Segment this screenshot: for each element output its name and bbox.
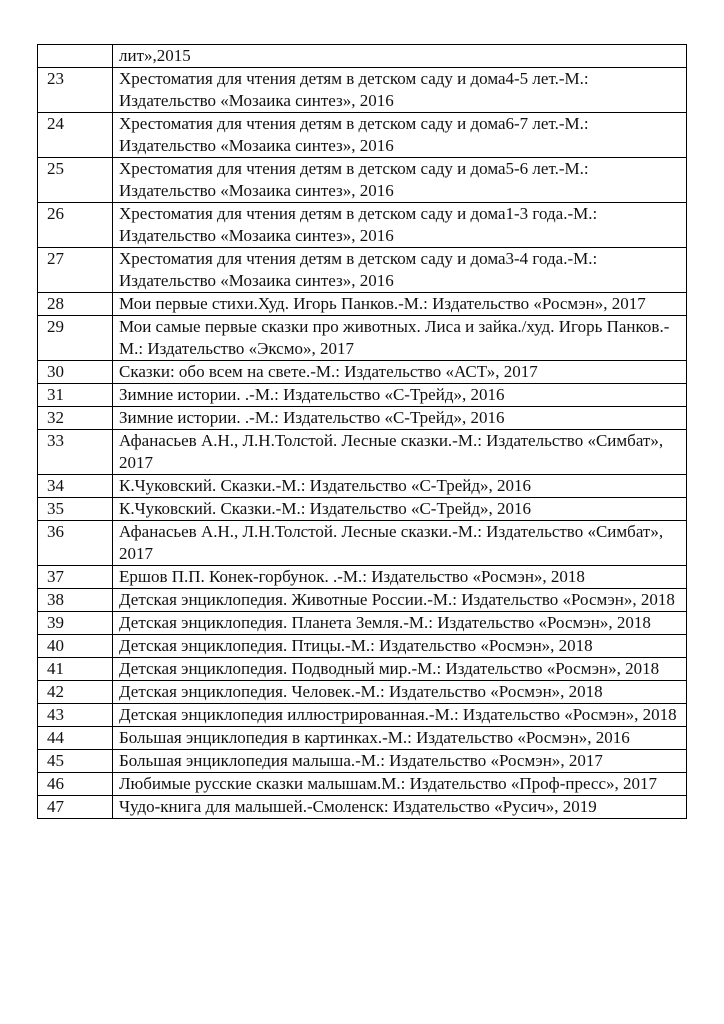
table-row bbox=[38, 361, 687, 384]
book-entry: Детская энциклопедия. Человек.-М.: Издательство «Росмэн», 2018 bbox=[113, 681, 687, 704]
row-number: 26 bbox=[38, 203, 113, 248]
row-number: 41 bbox=[38, 658, 113, 681]
book-entry: Детская энциклопедия. Животные России.-М.: Издательство «Росмэн», 2018 bbox=[113, 589, 687, 612]
book-entry: Детская энциклопедия. Птицы.-М.: Издательство «Росмэн», 2018 bbox=[113, 635, 687, 658]
book-entry: лит»,2015 bbox=[113, 45, 687, 68]
row-number: 34 bbox=[38, 475, 113, 498]
book-entry: Афанасьев А.Н., Л.Н.Толстой. Лесные сказки.-М.: Издательство «Симбат», 2017 bbox=[113, 521, 687, 566]
book-entry: К.Чуковский. Сказки.-М.: Издательство «С-Трейд», 2016 bbox=[113, 475, 687, 498]
table-row bbox=[38, 158, 687, 203]
table-row bbox=[38, 658, 687, 681]
book-entry: Большая энциклопедия в картинках.-М.: Издательство «Росмэн», 2016 bbox=[113, 727, 687, 750]
table-row bbox=[38, 475, 687, 498]
table-row bbox=[38, 113, 687, 158]
table-row bbox=[38, 681, 687, 704]
table-row bbox=[38, 248, 687, 293]
book-entry: Хрестоматия для чтения детям в детском саду и дома3-4 года.-М.: Издательство «Мозаика синтез», 2016 bbox=[113, 248, 687, 293]
row-number: 37 bbox=[38, 566, 113, 589]
book-entry: К.Чуковский. Сказки.-М.: Издательство «С-Трейд», 2016 bbox=[113, 498, 687, 521]
book-entry: Мои самые первые сказки про животных. Лиса и зайка./худ. Игорь Панков.-М.: Издательство «Эксмо», 2017 bbox=[113, 316, 687, 361]
book-entry: Любимые русские сказки малышам.М.: Издательство «Проф-пресс», 2017 bbox=[113, 773, 687, 796]
row-number: 43 bbox=[38, 704, 113, 727]
book-entry: Афанасьев А.Н., Л.Н.Толстой. Лесные сказки.-М.: Издательство «Симбат», 2017 bbox=[113, 430, 687, 475]
table-row bbox=[38, 430, 687, 475]
row-number: 45 bbox=[38, 750, 113, 773]
book-entry: Хрестоматия для чтения детям в детском саду и дома5-6 лет.-М.: Издательство «Мозаика синтез», 2016 bbox=[113, 158, 687, 203]
row-number: 33 bbox=[38, 430, 113, 475]
table-row bbox=[38, 316, 687, 361]
row-number: 24 bbox=[38, 113, 113, 158]
book-entry: Хрестоматия для чтения детям в детском саду и дома1-3 года.-М.: Издательство «Мозаика синтез», 2016 bbox=[113, 203, 687, 248]
table-row bbox=[38, 727, 687, 750]
row-number: 46 bbox=[38, 773, 113, 796]
book-entry: Чудо-книга для малышей.-Смоленск: Издательство «Русич», 2019 bbox=[113, 796, 687, 819]
table-row bbox=[38, 293, 687, 316]
row-number: 23 bbox=[38, 68, 113, 113]
table-row bbox=[38, 773, 687, 796]
row-number: 47 bbox=[38, 796, 113, 819]
row-number: 27 bbox=[38, 248, 113, 293]
row-number: 31 bbox=[38, 384, 113, 407]
row-number: 40 bbox=[38, 635, 113, 658]
table-row bbox=[38, 68, 687, 113]
row-number: 25 bbox=[38, 158, 113, 203]
row-number bbox=[38, 45, 113, 68]
book-entry: Детская энциклопедия. Планета Земля.-М.: Издательство «Росмэн», 2018 bbox=[113, 612, 687, 635]
book-entry: Детская энциклопедия. Подводный мир.-М.: Издательство «Росмэн», 2018 bbox=[113, 658, 687, 681]
table-row bbox=[38, 45, 687, 68]
book-list-table bbox=[37, 44, 687, 819]
table-row bbox=[38, 384, 687, 407]
book-entry: Ершов П.П. Конек-горбунок. .-М.: Издательство «Росмэн», 2018 bbox=[113, 566, 687, 589]
book-entry: Сказки: обо всем на свете.-М.: Издательство «АСТ», 2017 bbox=[113, 361, 687, 384]
table-row bbox=[38, 566, 687, 589]
row-number: 44 bbox=[38, 727, 113, 750]
row-number: 42 bbox=[38, 681, 113, 704]
book-entry: Зимние истории. .-М.: Издательство «С-Трейд», 2016 bbox=[113, 384, 687, 407]
row-number: 29 bbox=[38, 316, 113, 361]
table-row bbox=[38, 796, 687, 819]
table-row bbox=[38, 498, 687, 521]
table-row bbox=[38, 750, 687, 773]
book-entry: Хрестоматия для чтения детям в детском саду и дома6-7 лет.-М.: Издательство «Мозаика синтез», 2016 bbox=[113, 113, 687, 158]
row-number: 28 bbox=[38, 293, 113, 316]
row-number: 39 bbox=[38, 612, 113, 635]
book-entry: Хрестоматия для чтения детям в детском саду и дома4-5 лет.-М.: Издательство «Мозаика синтез», 2016 bbox=[113, 68, 687, 113]
table-row bbox=[38, 203, 687, 248]
book-entry: Детская энциклопедия иллюстрированная.-М.: Издательство «Росмэн», 2018 bbox=[113, 704, 687, 727]
table-row bbox=[38, 635, 687, 658]
table-row bbox=[38, 521, 687, 566]
book-entry: Большая энциклопедия малыша.-М.: Издательство «Росмэн», 2017 bbox=[113, 750, 687, 773]
table-row bbox=[38, 407, 687, 430]
row-number: 35 bbox=[38, 498, 113, 521]
table-row bbox=[38, 589, 687, 612]
row-number: 36 bbox=[38, 521, 113, 566]
table-row bbox=[38, 612, 687, 635]
book-entry: Зимние истории. .-М.: Издательство «С-Трейд», 2016 bbox=[113, 407, 687, 430]
row-number: 38 bbox=[38, 589, 113, 612]
book-entry: Мои первые стихи.Худ. Игорь Панков.-М.: Издательство «Росмэн», 2017 bbox=[113, 293, 687, 316]
row-number: 30 bbox=[38, 361, 113, 384]
table-row bbox=[38, 704, 687, 727]
row-number: 32 bbox=[38, 407, 113, 430]
